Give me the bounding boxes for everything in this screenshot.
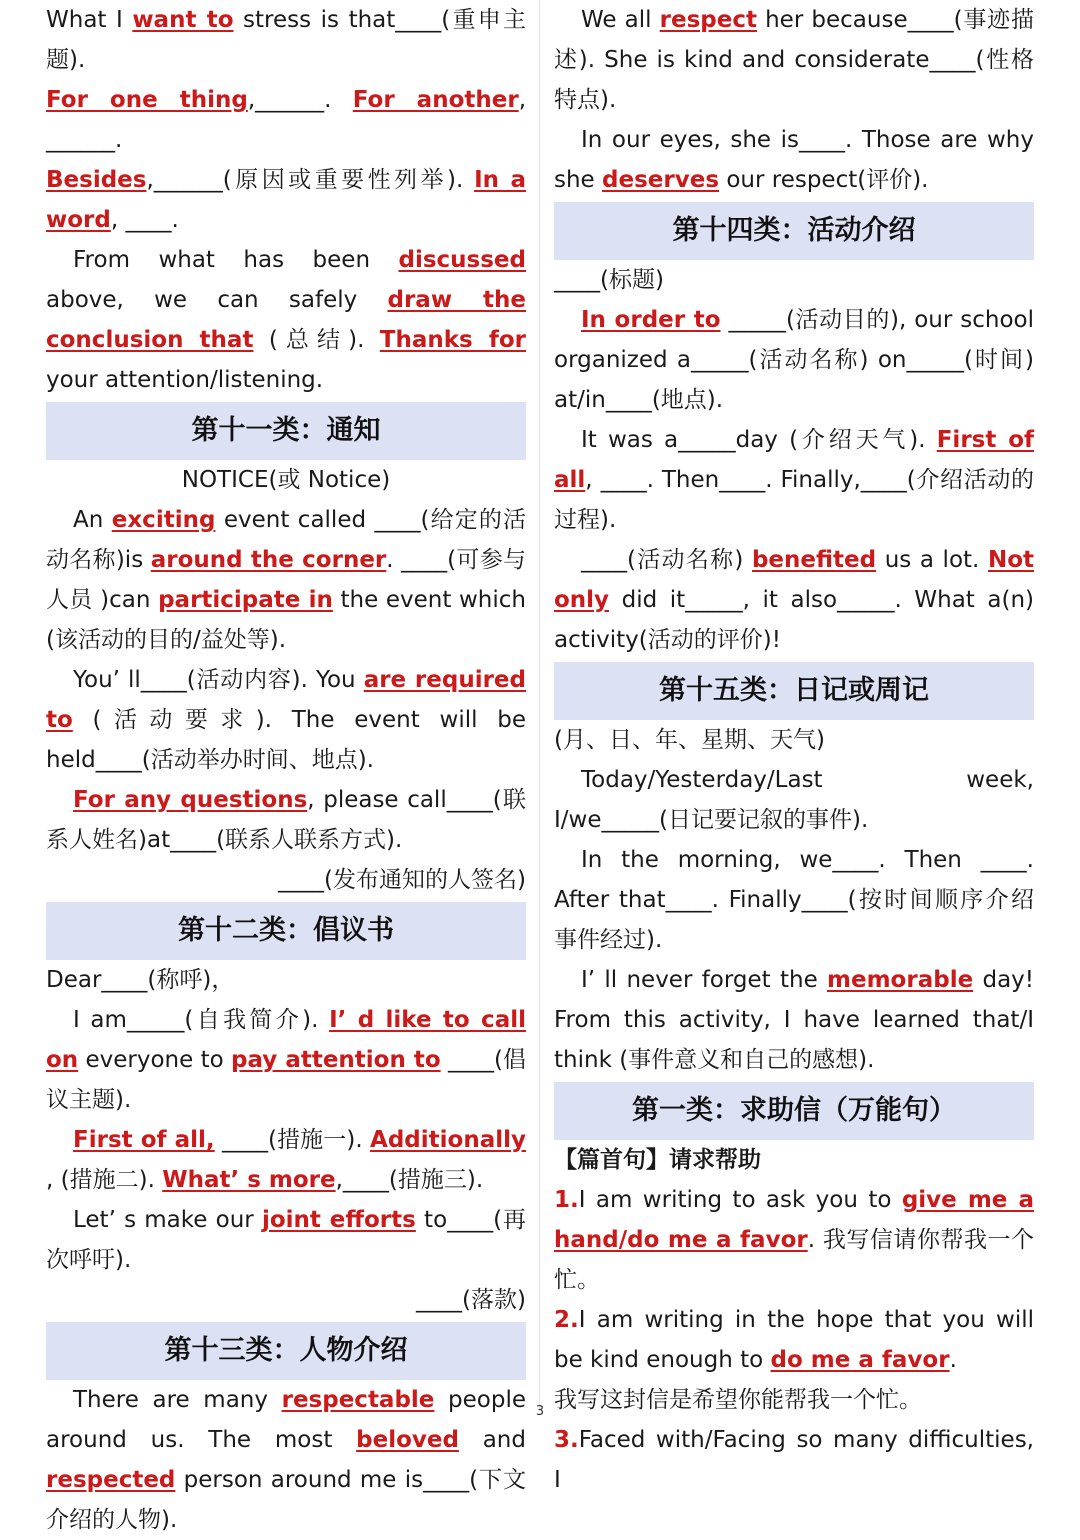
diary-paragraph-2: In the morning, we____. Then ____. After that____. Finally____(按时间顺序介绍事件经过). bbox=[554, 847, 1034, 953]
help-sentence-2-translation: 我写这封信是希望你能帮我一个忙。 bbox=[554, 1387, 922, 1413]
diary-date-line: (月、日、年、星期、天气) bbox=[554, 727, 825, 753]
activity-paragraph-1: In order to _____(活动目的), our school organized a_____(活动名称) on_____(时间) at/in____(地点). bbox=[554, 307, 1034, 413]
section-header-notice: 第十一类：通知 bbox=[46, 402, 526, 460]
notice-signature: ____(发布通知的人签名) bbox=[278, 867, 526, 893]
help-sentence-3: 3.Faced with/Facing so many difficulties, I bbox=[554, 1427, 1034, 1493]
column-divider bbox=[539, 0, 540, 1410]
proposal-paragraph-3: Let’ s make our joint efforts to____(再次呼吁). bbox=[46, 1207, 526, 1273]
page-number: 3 bbox=[535, 1404, 545, 1419]
section-header-help-letter: 第一类：求助信（万能句） bbox=[554, 1082, 1034, 1140]
proposal-paragraph-1: I am_____(自我简介). I’ d like to call on everyone to pay attention to ____(倡议主题). bbox=[46, 1007, 526, 1113]
evaluation-paragraph: In our eyes, she is____. Those are why she deserves our respect(评价). bbox=[554, 127, 1034, 193]
proposal-salutation: Dear____(称呼)， bbox=[46, 967, 235, 993]
opening-sentence-subheading: 【篇首句】请求帮助 bbox=[554, 1147, 761, 1173]
conclusion-paragraph: From what has been discussed above, we can safely draw the conclusion that (总结). Thanks for your attention/listening. bbox=[46, 247, 527, 393]
besides-sentence: Besides,______(原因或重要性列举). In a word, ____. bbox=[46, 167, 526, 233]
left-column bbox=[46, 0, 526, 1540]
section-header-activity: 第十四类：活动介绍 bbox=[554, 202, 1034, 260]
diary-paragraph-1: Today/Yesterday/Last week, I/we_____(日记要记叙的事件). bbox=[554, 767, 1034, 833]
reasons-sentence: For one thing,______. For another, ______. bbox=[46, 87, 526, 153]
proposal-paragraph-2: First of all, ____(措施一). Additionally , (措施二). What’ s more,____(措施三). bbox=[46, 1127, 526, 1193]
help-sentence-2: 2.I am writing in the hope that you will be kind enough to do me a favor. bbox=[554, 1307, 1034, 1373]
right-column bbox=[554, 0, 1034, 1500]
section-header-proposal: 第十二类：倡议书 bbox=[46, 902, 526, 960]
section-header-person: 第十三类：人物介绍 bbox=[46, 1322, 526, 1380]
section-header-diary: 第十五类：日记或周记 bbox=[554, 662, 1034, 720]
notice-paragraph-3: For any questions, please call____(联系人姓名)at____(联系人联系方式). bbox=[46, 787, 526, 853]
diary-paragraph-3: I’ ll never forget the memorable day! From this activity, I have learned that/I think (事件意义和自己的感想). bbox=[554, 967, 1035, 1073]
proposal-signature: ____(落款) bbox=[416, 1287, 526, 1313]
notice-paragraph-2: You’ ll____(活动内容). You are required to (活动要求). The event will be held____(活动举办时间、地点). bbox=[46, 667, 526, 773]
notice-title: NOTICE(或 Notice) bbox=[181, 467, 391, 493]
person-paragraph: There are many respectable people around us. The most beloved and respected person around me is____(下文介绍的人物). bbox=[46, 1387, 526, 1533]
help-sentence-1: 1.I am writing to ask you to give me a hand/do me a favor. 我写信请你帮我一个忙。 bbox=[554, 1187, 1035, 1293]
respect-paragraph: We all respect her because____(事迹描述). She is kind and considerate____(性格特点). bbox=[554, 7, 1034, 113]
stress-sentence: What I want to stress is that____(重申主题). bbox=[46, 7, 526, 73]
activity-paragraph-2: It was a_____day (介绍天气). First of all, ____. Then____. Finally,____(介绍活动的过程). bbox=[554, 427, 1035, 533]
notice-paragraph-1: An exciting event called ____(给定的活动名称)is around the corner. ____(可参与人员 )can participate in the event which (该活动的目的/益处等). bbox=[46, 507, 526, 653]
activity-title-line: ____(标题) bbox=[554, 267, 664, 293]
activity-paragraph-3: ____(活动名称) benefited us a lot. Not only did it_____, it also_____. What a(n) activity(活动的评价)! bbox=[554, 547, 1034, 653]
